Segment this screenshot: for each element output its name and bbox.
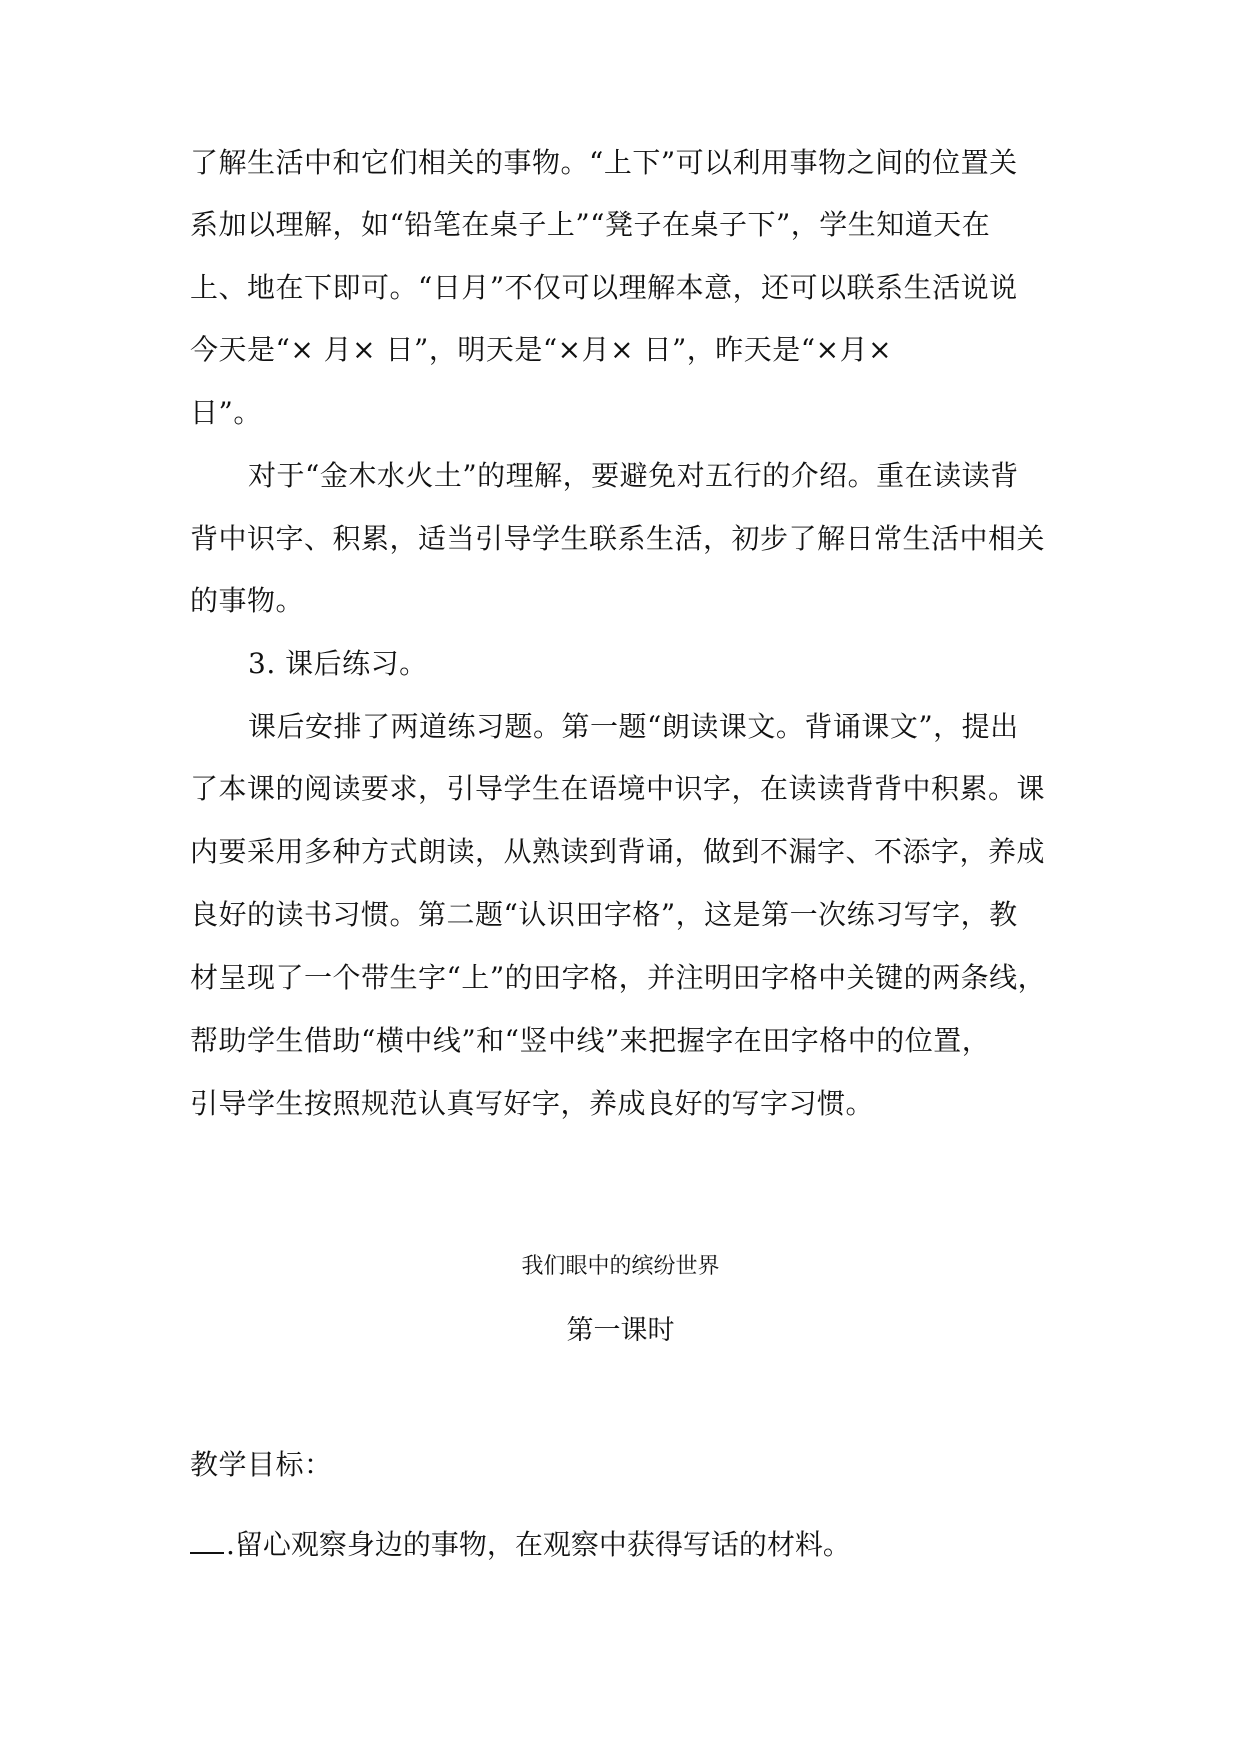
body-line: 课后安排了两道练习题。第一题“朗读课文。背诵课文”，提出 [248,710,1019,743]
lesson-subtitle: 第一课时 [566,1315,675,1346]
body-line: 材呈现了一个带生字“上”的田字格，并注明田字格中关键的两条线， [190,961,1047,994]
body-line: 今天是“× 月× 日”，明天是“×月× 日”，昨天是“×月× [190,333,893,366]
body-line: 背中识字、积累，适当引导学生联系生活，初步了解日常生活中相关 [190,522,1046,555]
body-line: 上、地在下即可。“日月”不仅可以理解本意，还可以联系生活说说 [190,271,1018,304]
section-heading: 3. 课后练习。 [248,647,428,680]
body-line: 对于“金木水火土”的理解，要避免对五行的介绍。重在读读背 [248,459,1019,492]
body-line: 了解生活中和它们相关的事物。“上下”可以利用事物之间的位置关 [190,146,1018,179]
body-line: 引导学生按照规范认真写好字，养成良好的写字习惯。 [190,1087,875,1120]
body-line: 日”。 [190,396,262,429]
objective-text: .留心观察身边的事物，在观察中获得写话的材料。 [226,1528,851,1561]
body-line: 系加以理解，如“铅笔在桌子上”“凳子在桌子下”，学生知道天在 [190,208,991,241]
body-line: 良好的读书习惯。第二题“认识田字格”，这是第一次练习写字，教 [190,898,1018,931]
body-line: 帮助学生借助“横中线”和“竖中线”来把握字在田字格中的位置， [190,1024,991,1057]
blank-underline [190,1526,224,1554]
objective-item [190,1525,851,1565]
body-line: 内要采用多种方式朗读，从熟读到背诵，做到不漏字、不添字，养成 [190,835,1046,868]
body-line: 的事物。 [190,584,305,617]
objectives-heading: 教学目标： [190,1448,333,1481]
body-line: 了本课的阅读要求，引导学生在语境中识字，在读读背背中积累。课 [190,772,1046,805]
lesson-title: 我们眼中的缤纷世界 [521,1254,720,1279]
